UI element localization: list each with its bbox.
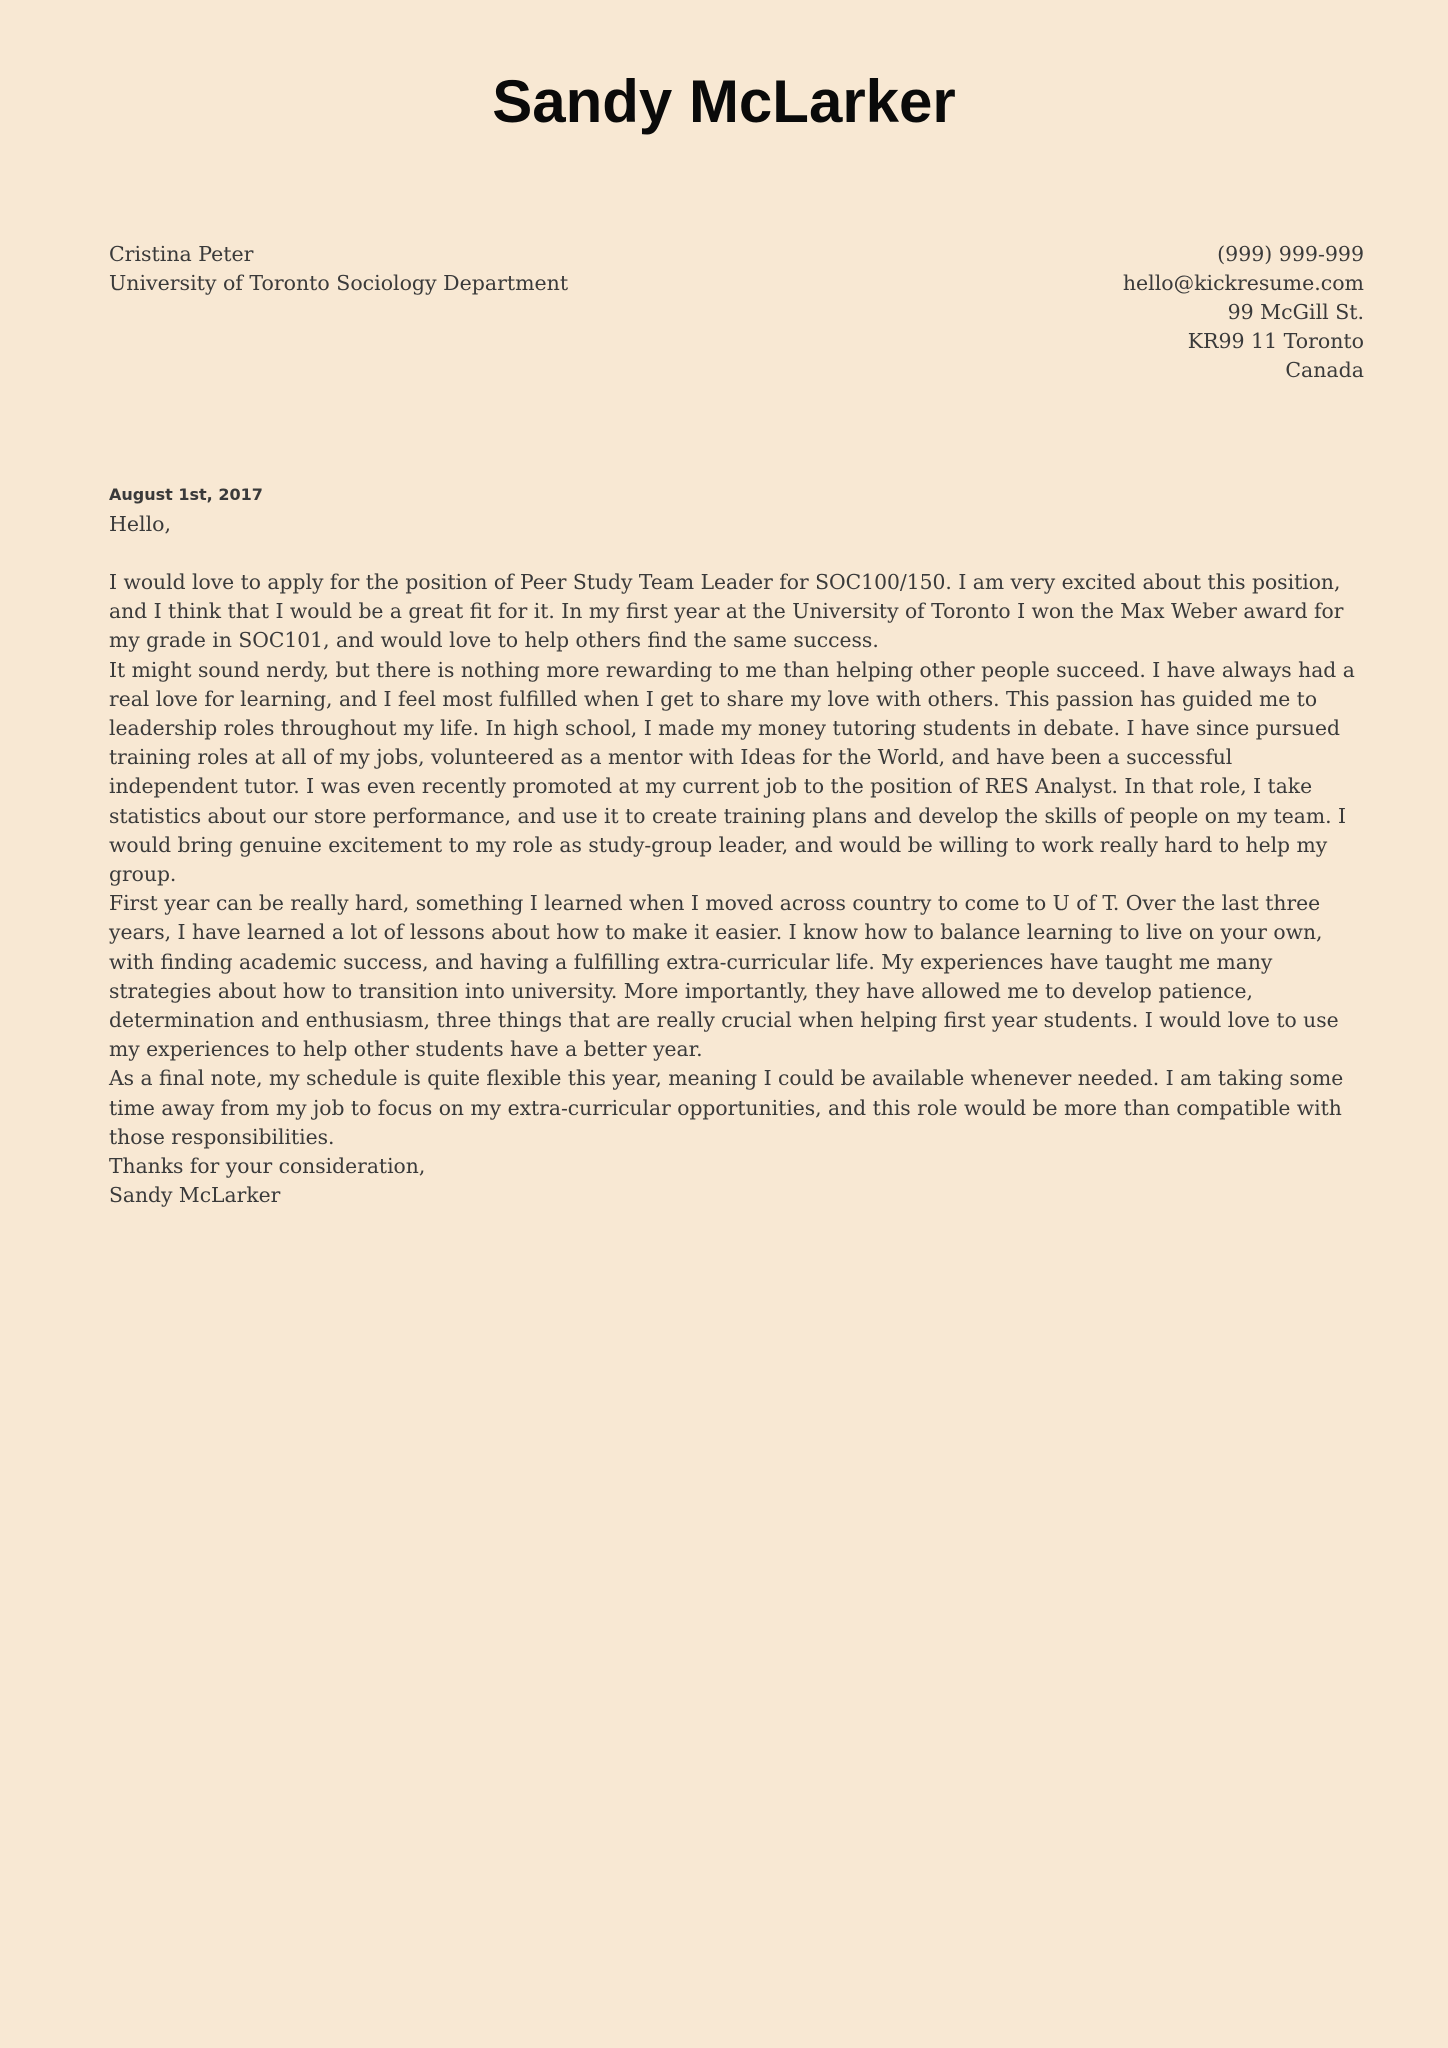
- letter-greeting: Hello,: [109, 512, 171, 536]
- sender-contact-block: [764, 240, 1364, 385]
- recipient-block: [109, 240, 809, 298]
- letter-signature: Sandy McLarker: [109, 1183, 281, 1208]
- page-title: Sandy McLarker: [492, 68, 956, 135]
- sender-street: 99 McGill St.: [1227, 300, 1364, 324]
- letter-date: August 1st, 2017: [109, 485, 263, 504]
- letter-closing: Thanks for your consideration,: [109, 1154, 426, 1179]
- recipient-organization: University of Toronto Sociology Department: [109, 271, 569, 295]
- sender-email: hello@kickresume.com: [1122, 271, 1364, 295]
- letter-body: [109, 568, 1361, 1210]
- paragraph-2: It might sound nerdy, but there is nothing more rewarding to me than helping other people succeed. I have always had a real love for learning, and I feel most fulfilled when I get to share my love with others. This passion has guided me to leadership roles throughout my life. In high school, I made my money tutoring students in debate. I have since pursued training roles at all of my jobs, volunteered as a mentor with Ideas for the World, and have been a successful independent tutor. I was even recently promoted at my current job to the position of RES Analyst. In that role, I take statistics about our store performance, and use it to create training plans and develop the skills of people on my team. I would bring genuine excitement to my role as study-group leader, and would be willing to work really hard to help my group.: [109, 657, 1355, 887]
- paragraph-1: I would love to apply for the position of Peer Study Team Leader for SOC100/150. I am very excited about this position, and I think that I would be a great fit for it. In my first year at the University of Toronto I won the Max Weber award for my grade in SOC101, and would love to help others find the same success.: [109, 570, 1344, 653]
- recipient-name: Cristina Peter: [109, 242, 254, 266]
- paragraph-3: First year can be really hard, something I learned when I moved across country to come to U of T. Over the last three years, I have learned a lot of lessons about how to make it easier. I know how to balance learning to live on your own, with finding academic success, and having a fulfilling extra-curricular life. My experiences have taught me many strategies about how to transition into university. More importantly, they have allowed me to develop patience, determination and enthusiasm, three things that are really crucial when helping first year students. I would love to use my experiences to help other students have a better year.: [109, 891, 1339, 1062]
- sender-country: Canada: [1285, 358, 1364, 382]
- paragraph-4: As a final note, my schedule is quite flexible this year, meaning I could be available whenever needed. I am taking some time away from my job to focus on my extra-curricular opportunities, and this role would be more than compatible with those responsibilities.: [109, 1066, 1344, 1149]
- sender-phone: (999) 999-999: [1217, 242, 1364, 266]
- sender-city: KR99 11 Toronto: [1187, 329, 1364, 353]
